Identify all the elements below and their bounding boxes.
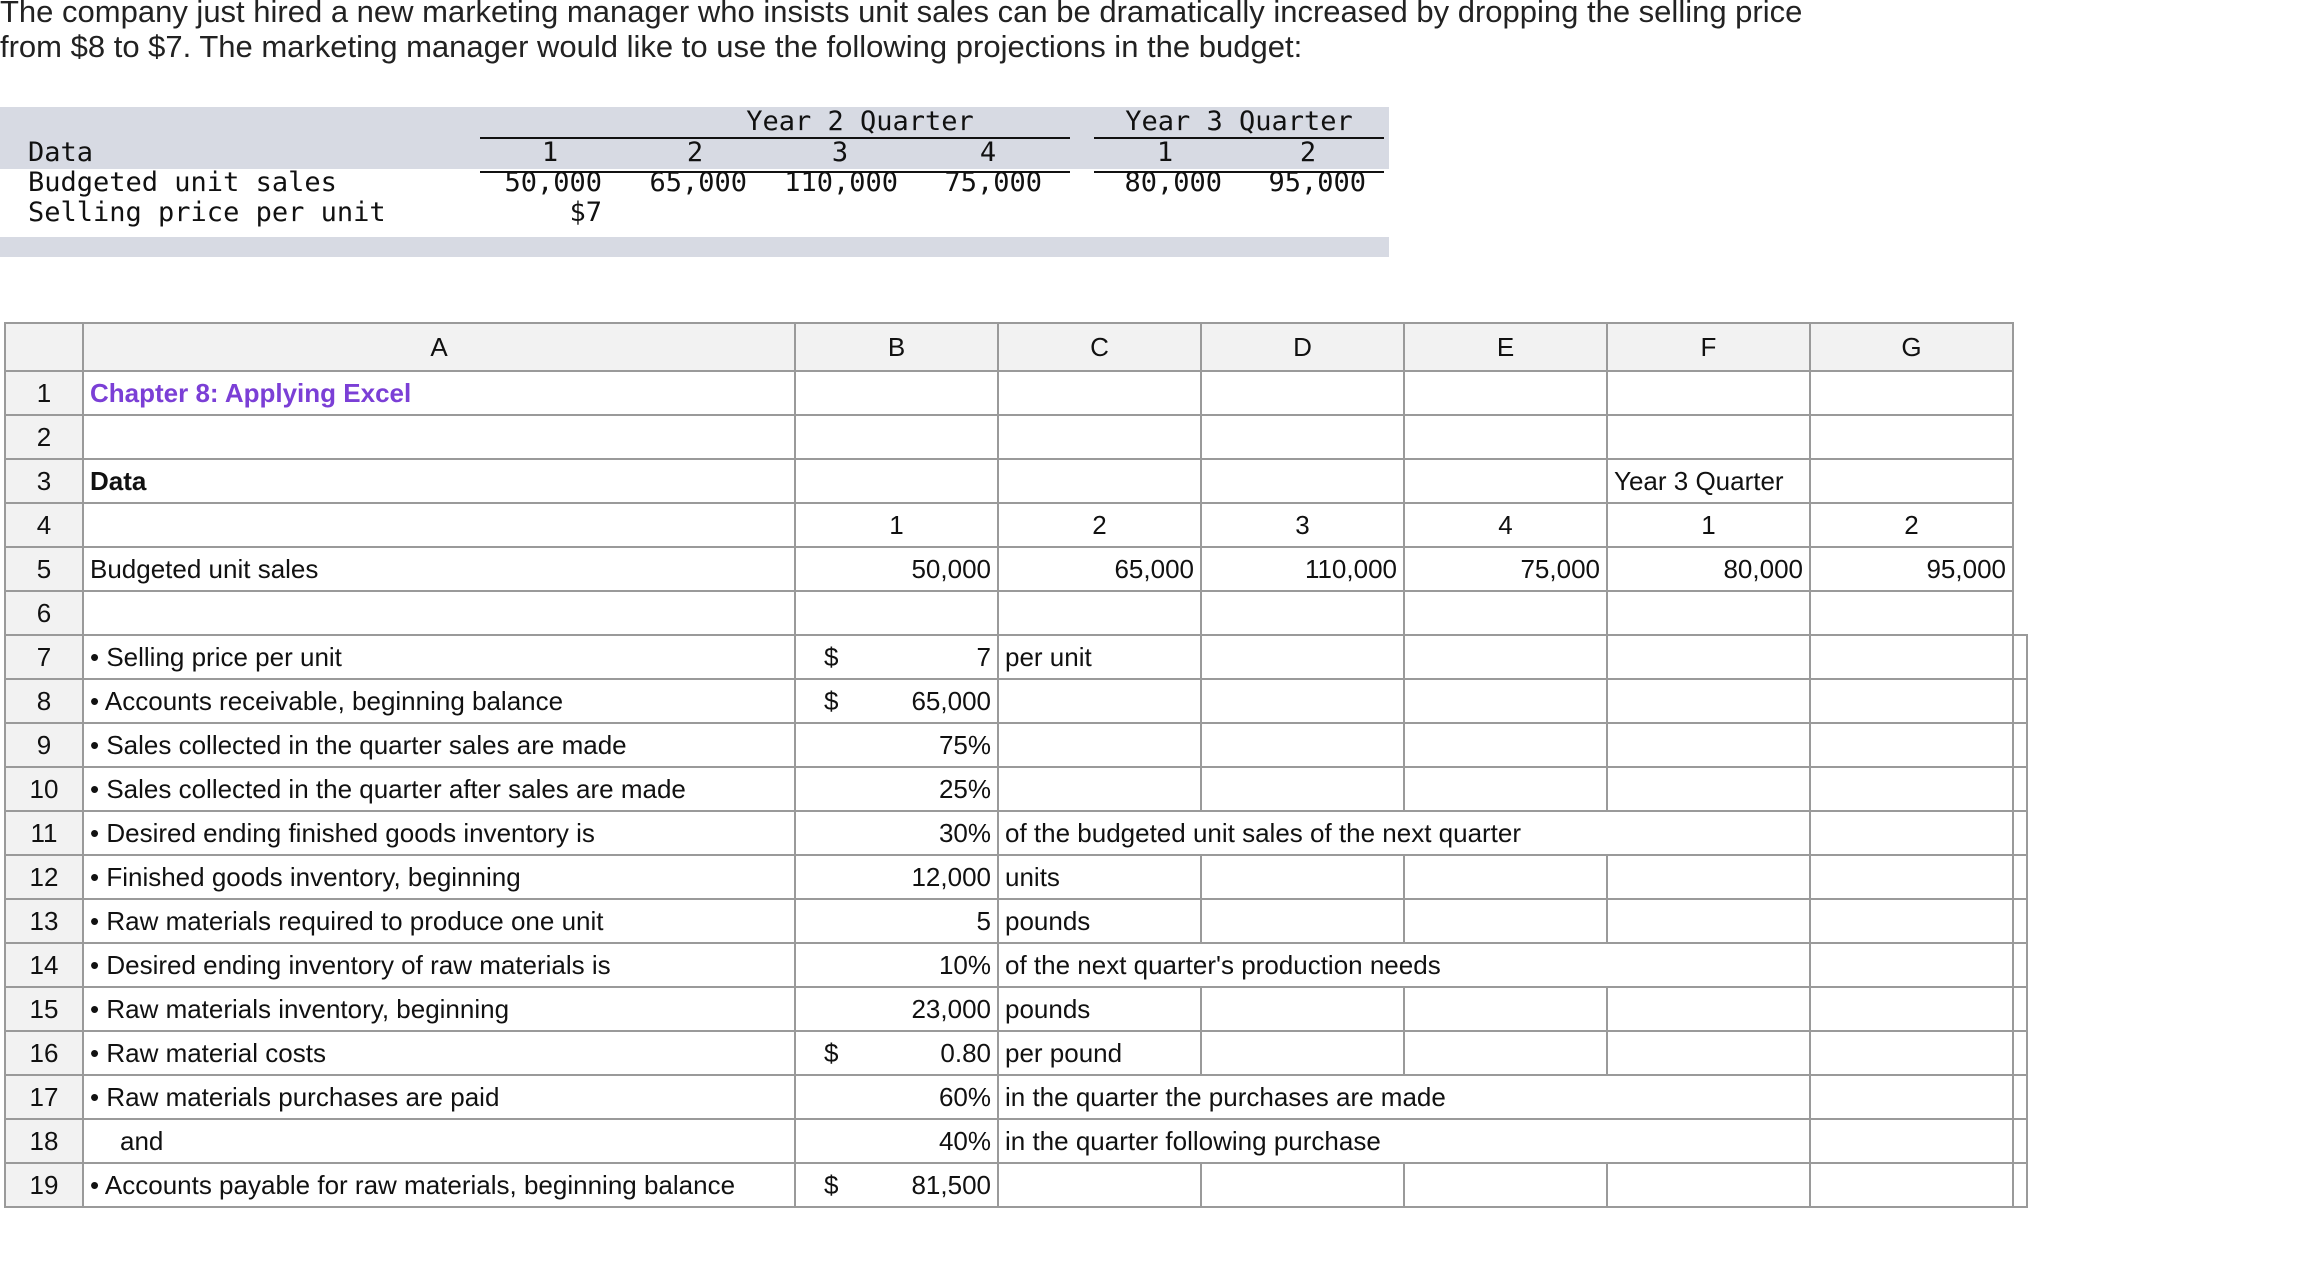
- unit-sales-q1[interactable]: 50,000: [795, 547, 998, 591]
- row-number[interactable]: 10: [5, 767, 83, 811]
- cell[interactable]: [2013, 987, 2027, 1031]
- assumption-value: 65,000: [911, 685, 991, 716]
- row-number[interactable]: 6: [5, 591, 83, 635]
- cell[interactable]: [2013, 1119, 2027, 1163]
- cell[interactable]: [1810, 635, 2013, 679]
- year3-quarter-label[interactable]: Year 3 Quarter: [1607, 459, 1810, 503]
- unit-sales-q2[interactable]: 65,000: [998, 547, 1201, 591]
- unit-sales-q4[interactable]: 75,000: [1404, 547, 1607, 591]
- cell[interactable]: [2013, 1031, 2027, 1075]
- currency-symbol: $: [824, 1037, 839, 1068]
- cell[interactable]: [1201, 459, 1404, 503]
- assumption-value-cell[interactable]: [795, 1075, 998, 1119]
- sales-y3-q1: 80,000: [1124, 167, 1222, 198]
- currency-symbol: $: [824, 685, 839, 716]
- year3-quarter-header: Year 3 Quarter: [1125, 106, 1353, 137]
- cell[interactable]: [1810, 1075, 2013, 1119]
- row-number[interactable]: 17: [5, 1075, 83, 1119]
- sheet-row-18: [5, 1119, 2027, 1163]
- assumption-label[interactable]: • Selling price per unit: [83, 635, 795, 679]
- unit-sales-q3[interactable]: 110,000: [1201, 547, 1404, 591]
- cell[interactable]: [2013, 767, 2027, 811]
- cell[interactable]: [1404, 415, 1607, 459]
- sheet-row-3: [5, 459, 2027, 503]
- cell[interactable]: [1607, 1163, 1810, 1207]
- assumption-note[interactable]: pounds: [998, 987, 1201, 1031]
- sheet-row-9: [5, 723, 2027, 767]
- sheet-title[interactable]: Chapter 8: Applying Excel: [83, 371, 795, 415]
- assumption-value-cell[interactable]: [795, 899, 998, 943]
- data-label: Data: [28, 137, 94, 168]
- row-number[interactable]: 9: [5, 723, 83, 767]
- unit-sales-y3-q1[interactable]: 80,000: [1607, 547, 1810, 591]
- cell[interactable]: [1201, 767, 1404, 811]
- assumption-value: 0.80: [940, 1037, 991, 1068]
- sheet-row-8: [5, 679, 2027, 723]
- cell[interactable]: [83, 591, 795, 635]
- cell[interactable]: [1810, 855, 2013, 899]
- sheet-row-19: [5, 1163, 2027, 1207]
- assumption-value: 75%: [938, 729, 991, 760]
- sheet-row-13: [5, 899, 2027, 943]
- assumption-value-cell[interactable]: [795, 723, 998, 767]
- assumption-value: 40%: [938, 1125, 991, 1156]
- assumption-label[interactable]: • Raw materials purchases are paid: [83, 1075, 795, 1119]
- cell[interactable]: [2013, 679, 2027, 723]
- cell[interactable]: [1810, 1163, 2013, 1207]
- cell[interactable]: [1607, 723, 1810, 767]
- assumption-value-cell[interactable]: [795, 855, 998, 899]
- cell[interactable]: [83, 415, 795, 459]
- cell[interactable]: [1201, 723, 1404, 767]
- row-number[interactable]: 8: [5, 679, 83, 723]
- column-header-c[interactable]: C: [998, 323, 1201, 371]
- assumption-value: 10%: [938, 949, 991, 980]
- cell[interactable]: [1201, 371, 1404, 415]
- cell[interactable]: [998, 723, 1201, 767]
- column-header-g[interactable]: G: [1810, 323, 2013, 371]
- assumption-value: 12,000: [911, 861, 991, 892]
- cell[interactable]: [1607, 591, 1810, 635]
- quarter-y3-2: 2: [1299, 137, 1317, 168]
- assumption-value-cell[interactable]: [795, 811, 998, 855]
- cell[interactable]: [1404, 591, 1607, 635]
- cell[interactable]: [1201, 1031, 1404, 1075]
- assumption-label[interactable]: • Accounts payable for raw materials, beginning balance: [83, 1163, 795, 1207]
- quarter-1[interactable]: 1: [795, 503, 998, 547]
- cell[interactable]: [1404, 723, 1607, 767]
- assumption-value-cell[interactable]: [795, 987, 998, 1031]
- cell[interactable]: [795, 459, 998, 503]
- cell[interactable]: [1810, 591, 2013, 635]
- quarter-y2-2: 2: [686, 137, 704, 168]
- row-number[interactable]: 1: [5, 371, 83, 415]
- assumption-label[interactable]: and: [83, 1119, 795, 1163]
- sheet-row-2: [5, 415, 2027, 459]
- assumption-note[interactable]: per pound: [998, 1031, 1201, 1075]
- cell[interactable]: [1607, 767, 1810, 811]
- cell[interactable]: [2013, 635, 2027, 679]
- row-number[interactable]: 7: [5, 635, 83, 679]
- cell[interactable]: [1810, 459, 2013, 503]
- footer-band: [0, 237, 1389, 257]
- cell[interactable]: [83, 503, 795, 547]
- cell[interactable]: [1201, 1163, 1404, 1207]
- sheet-row-1: [5, 371, 2027, 415]
- cell[interactable]: [1607, 679, 1810, 723]
- assumption-note[interactable]: units: [998, 855, 1201, 899]
- column-header-a[interactable]: A: [83, 323, 795, 371]
- cell[interactable]: [1404, 767, 1607, 811]
- cell[interactable]: [998, 591, 1201, 635]
- cell[interactable]: [1404, 635, 1607, 679]
- sales-y3-q2: 95,000: [1268, 167, 1366, 198]
- column-header-b[interactable]: B: [795, 323, 998, 371]
- assumption-value: 25%: [938, 773, 991, 804]
- cell[interactable]: [1404, 1031, 1607, 1075]
- assumption-label[interactable]: • Sales collected in the quarter sales are made: [83, 723, 795, 767]
- cell[interactable]: [1810, 767, 2013, 811]
- assumption-value-cell[interactable]: [795, 1163, 998, 1207]
- cell[interactable]: [1201, 635, 1404, 679]
- assumption-label[interactable]: • Desired ending inventory of raw materials is: [83, 943, 795, 987]
- assumption-note[interactable]: of the budgeted unit sales of the next quarter: [998, 811, 1810, 855]
- sheet-row-12: [5, 855, 2027, 899]
- cell[interactable]: [1810, 723, 2013, 767]
- row-number[interactable]: 14: [5, 943, 83, 987]
- quarter-y3-2[interactable]: 2: [1810, 503, 2013, 547]
- cell[interactable]: [1201, 899, 1404, 943]
- cell[interactable]: [1810, 371, 2013, 415]
- row-number[interactable]: 4: [5, 503, 83, 547]
- row-number[interactable]: 15: [5, 987, 83, 1031]
- cell[interactable]: [1810, 415, 2013, 459]
- cell[interactable]: [998, 1163, 1201, 1207]
- quarter-y3-1: 1: [1156, 137, 1174, 168]
- sales-y2-q2: 65,000: [649, 167, 747, 198]
- cell[interactable]: [2013, 943, 2027, 987]
- data-heading[interactable]: Data: [83, 459, 795, 503]
- cell[interactable]: [1810, 943, 2013, 987]
- column-header-d[interactable]: D: [1201, 323, 1404, 371]
- row-number[interactable]: 11: [5, 811, 83, 855]
- cell[interactable]: [1810, 1119, 2013, 1163]
- cell[interactable]: [1201, 855, 1404, 899]
- assumption-value: 60%: [938, 1081, 991, 1112]
- cell[interactable]: [1607, 371, 1810, 415]
- currency-symbol: $: [824, 1169, 839, 1200]
- assumption-value: 7: [976, 641, 991, 672]
- assumption-value-cell[interactable]: [795, 943, 998, 987]
- cell[interactable]: [2013, 1163, 2027, 1207]
- row-number[interactable]: 18: [5, 1119, 83, 1163]
- row-number[interactable]: 3: [5, 459, 83, 503]
- year2-quarter-header: Year 2 Quarter: [746, 106, 974, 137]
- sheet-row-5: [5, 547, 2027, 591]
- cell[interactable]: [1404, 459, 1607, 503]
- cell[interactable]: [1810, 987, 2013, 1031]
- quarter-y2-3: 3: [831, 137, 849, 168]
- cell[interactable]: [1404, 679, 1607, 723]
- sales-y2-q1: 50,000: [504, 167, 602, 198]
- cell[interactable]: [1404, 855, 1607, 899]
- intro-line-2: from $8 to $7. The marketing manager would like to use the following projections in the budget:: [0, 29, 1303, 64]
- row-number[interactable]: 5: [5, 547, 83, 591]
- row-number[interactable]: 2: [5, 415, 83, 459]
- cell[interactable]: [1201, 987, 1404, 1031]
- assumption-label[interactable]: • Raw materials inventory, beginning: [83, 987, 795, 1031]
- assumption-note[interactable]: pounds: [998, 899, 1201, 943]
- cell[interactable]: [1607, 899, 1810, 943]
- quarter-2[interactable]: 2: [998, 503, 1201, 547]
- spreadsheet: [4, 322, 2028, 1208]
- selling-price-label: Selling price per unit: [28, 197, 386, 228]
- sheet-row-14: [5, 943, 2027, 987]
- cell[interactable]: [1810, 899, 2013, 943]
- corner-cell[interactable]: [5, 323, 83, 371]
- sheet-row-16: [5, 1031, 2027, 1075]
- cell[interactable]: [795, 371, 998, 415]
- assumption-note[interactable]: in the quarter the purchases are made: [998, 1075, 1810, 1119]
- cell[interactable]: [1404, 1163, 1607, 1207]
- assumption-value-cell[interactable]: [795, 1031, 998, 1075]
- cell[interactable]: [1201, 415, 1404, 459]
- column-header-f[interactable]: F: [1607, 323, 1810, 371]
- cell[interactable]: [1404, 899, 1607, 943]
- assumption-value: 30%: [938, 817, 991, 848]
- sheet-row-10: [5, 767, 2027, 811]
- row-number[interactable]: 13: [5, 899, 83, 943]
- cell[interactable]: [1201, 591, 1404, 635]
- cell[interactable]: [1607, 855, 1810, 899]
- quarter-3[interactable]: 3: [1201, 503, 1404, 547]
- assumption-value: 81,500: [911, 1169, 991, 1200]
- assumption-value-cell[interactable]: [795, 1119, 998, 1163]
- quarter-y2-1: 1: [541, 137, 559, 168]
- cell[interactable]: [1201, 679, 1404, 723]
- cell[interactable]: [1810, 811, 2013, 855]
- cell[interactable]: [1404, 987, 1607, 1031]
- assumption-label[interactable]: • Accounts receivable, beginning balance: [83, 679, 795, 723]
- cell[interactable]: [1810, 679, 2013, 723]
- quarter-4[interactable]: 4: [1404, 503, 1607, 547]
- sheet-row-17: [5, 1075, 2027, 1119]
- cell[interactable]: [795, 415, 998, 459]
- assumption-label[interactable]: • Sales collected in the quarter after sales are made: [83, 767, 795, 811]
- cell[interactable]: [795, 591, 998, 635]
- cell[interactable]: [1810, 1031, 2013, 1075]
- quarter-y3-1[interactable]: 1: [1607, 503, 1810, 547]
- assumption-label[interactable]: • Raw material costs: [83, 1031, 795, 1075]
- unit-sales-y3-q2[interactable]: 95,000: [1810, 547, 2013, 591]
- cell[interactable]: [998, 371, 1201, 415]
- sheet-row-7: [5, 635, 2027, 679]
- sheet-row-6: [5, 591, 2027, 635]
- assumption-label[interactable]: • Finished goods inventory, beginning: [83, 855, 795, 899]
- intro-paragraph: [0, 0, 2280, 64]
- cell[interactable]: [998, 767, 1201, 811]
- row-number[interactable]: 19: [5, 1163, 83, 1207]
- quarter-y2-4: 4: [979, 137, 997, 168]
- cell[interactable]: [1607, 1031, 1810, 1075]
- row-number[interactable]: 12: [5, 855, 83, 899]
- budgeted-unit-sales-label[interactable]: Budgeted unit sales: [83, 547, 795, 591]
- cell[interactable]: [2013, 723, 2027, 767]
- cell[interactable]: [2013, 811, 2027, 855]
- assumption-rows: [5, 635, 2027, 1207]
- assumption-value: 5: [976, 905, 991, 936]
- cell[interactable]: [998, 415, 1201, 459]
- projection-data-box: [0, 107, 1389, 257]
- column-header-row: [5, 323, 2027, 371]
- cell[interactable]: [998, 679, 1201, 723]
- cell[interactable]: [2013, 899, 2027, 943]
- assumption-note[interactable]: of the next quarter's production needs: [998, 943, 1810, 987]
- column-header-e[interactable]: E: [1404, 323, 1607, 371]
- sheet-row-11: [5, 811, 2027, 855]
- cell[interactable]: [998, 459, 1201, 503]
- intro-line-1: The company just hired a new marketing manager who insists unit sales can be dramatically increased by dropping the selling price: [0, 0, 1803, 29]
- currency-symbol: $: [824, 641, 839, 672]
- row-number[interactable]: 16: [5, 1031, 83, 1075]
- assumption-value-cell[interactable]: [795, 679, 998, 723]
- sheet-row-15: [5, 987, 2027, 1031]
- assumption-label[interactable]: • Desired ending finished goods inventory is: [83, 811, 795, 855]
- cell[interactable]: [2013, 1075, 2027, 1119]
- cell[interactable]: [1607, 635, 1810, 679]
- assumption-note[interactable]: per unit: [998, 635, 1201, 679]
- cell[interactable]: [1607, 415, 1810, 459]
- cell[interactable]: [1607, 987, 1810, 1031]
- assumption-value-cell[interactable]: [795, 767, 998, 811]
- sales-y2-q4: 75,000: [944, 167, 1042, 198]
- sheet-row-4: [5, 503, 2027, 547]
- assumption-label[interactable]: • Raw materials required to produce one unit: [83, 899, 795, 943]
- assumption-note[interactable]: in the quarter following purchase: [998, 1119, 1810, 1163]
- cell[interactable]: [1404, 371, 1607, 415]
- cell[interactable]: [2013, 855, 2027, 899]
- assumption-value: 23,000: [911, 993, 991, 1024]
- sales-y2-q3: 110,000: [784, 167, 898, 198]
- selling-price-value: $7: [569, 197, 602, 228]
- budgeted-unit-sales-label: Budgeted unit sales: [28, 167, 337, 198]
- assumption-value-cell[interactable]: [795, 635, 998, 679]
